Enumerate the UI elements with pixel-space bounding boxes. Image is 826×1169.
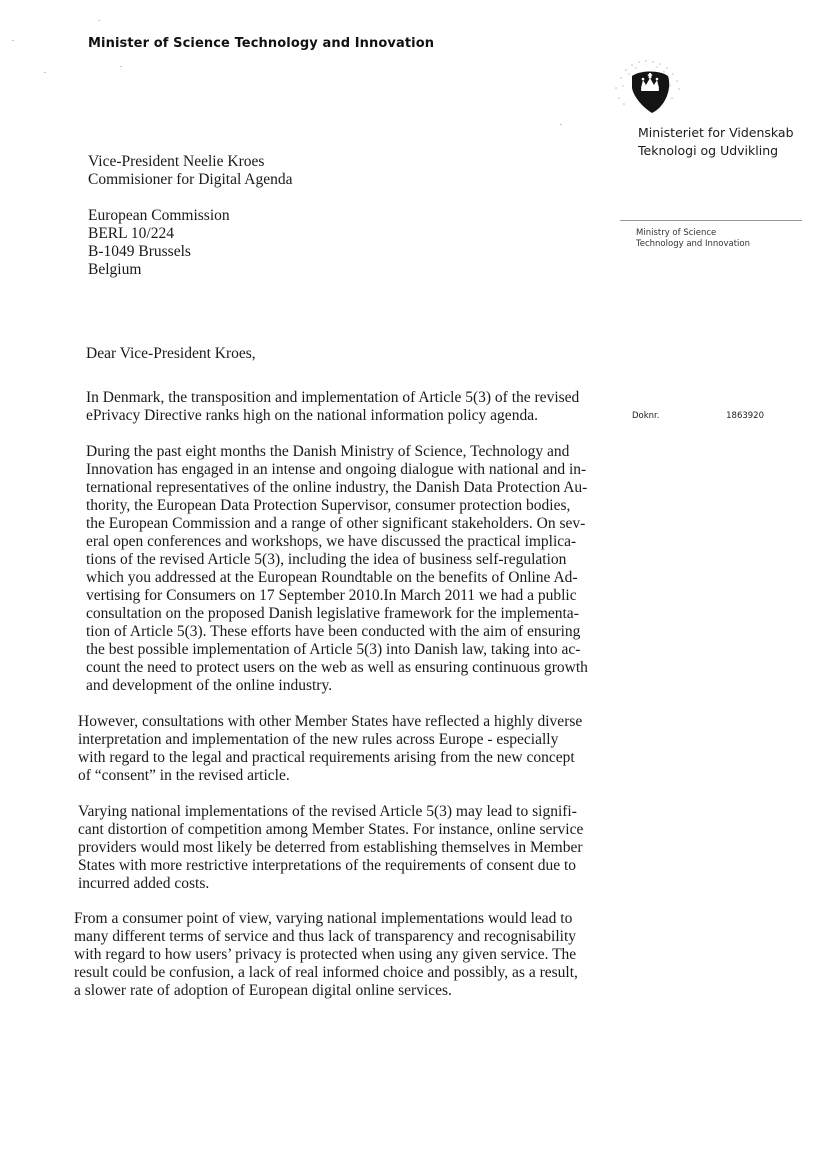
paragraph-line: However, consultations with other Member States have reflected a highly diverse [78, 713, 583, 730]
divider [620, 220, 802, 221]
paragraph-line: During the past eight months the Danish Ministry of Science, Technology and [86, 443, 570, 460]
letter-paragraph [86, 443, 588, 695]
ministry-name-line: Teknologi og Udvikling [638, 143, 779, 158]
paragraph-line: consultation on the proposed Danish legislative framework for the implementa- [86, 605, 579, 622]
ministry-name-english [636, 228, 750, 250]
ministry-name-line: Ministeriet for Videnskab [638, 125, 794, 140]
address-line: BERL 10/224 [88, 225, 174, 242]
paragraph-line: In Denmark, the transposition and implementation of Article 5(3) of the revised [86, 389, 580, 406]
paragraph-line: which you addressed at the European Roundtable on the benefits of Online Ad- [86, 569, 578, 586]
paragraph-line: of “consent” in the revised article. [78, 767, 290, 784]
ministry-header-title: Minister of Science Technology and Innovation [88, 36, 435, 51]
paragraph-line: many different terms of service and thus lack of transparency and recognisability [74, 928, 576, 945]
paragraph-line: count the need to protect users on the web as well as ensuring continuous growth [86, 659, 588, 676]
paragraph-line: vertising for Consumers on 17 September 2010.In March 2011 we had a public [86, 587, 577, 604]
paragraph-line: ternational representatives of the online industry, the Danish Data Protection Au- [86, 479, 588, 496]
ministry-english-line: Ministry of Science [636, 228, 717, 238]
document-number-value: 1863920 [726, 411, 764, 421]
scan-speck [120, 66, 122, 67]
paragraph-line: eral open conferences and workshops, we have discussed the practical implica- [86, 533, 577, 550]
paragraph-line: result could be confusion, a lack of real informed choice and possibly, as a result, [74, 964, 578, 981]
address-line: B-1049 Brussels [88, 243, 191, 260]
danish-crown-logo-icon [612, 58, 686, 116]
paragraph-line: and development of the online industry. [86, 677, 333, 694]
address-line: European Commission [88, 207, 230, 224]
paragraph-line: From a consumer point of view, varying national implementations would lead to [74, 910, 573, 927]
paragraph-line: cant distortion of competition among Member States. For instance, online service [78, 821, 584, 838]
paragraph-line: tions of the revised Article 5(3), including the idea of business self-regulation [86, 551, 567, 568]
letter-paragraph [78, 713, 582, 785]
scan-speck [560, 124, 562, 125]
recipient-line: Commisioner for Digital Agenda [88, 171, 293, 188]
scan-speck [44, 72, 46, 73]
paragraph-line: Varying national implementations of the revised Article 5(3) may lead to signifi- [78, 803, 577, 820]
scan-speck [98, 20, 100, 21]
paragraph-line: a slower rate of adoption of European digital online services. [74, 982, 452, 999]
paragraph-line: incurred added costs. [78, 875, 210, 892]
address-line: Belgium [88, 261, 142, 278]
recipient-line: Vice-President Neelie Kroes [88, 153, 265, 170]
document-number [632, 411, 764, 421]
document-number-label: Doknr. [632, 411, 660, 421]
paragraph-line: with regard to how users’ privacy is protected when using any given service. The [74, 946, 577, 963]
paragraph-line: thority, the European Data Protection Supervisor, consumer protection bodies, [86, 497, 571, 514]
paragraph-line: ePrivacy Directive ranks high on the national information policy agenda. [86, 407, 538, 424]
salutation: Dear Vice-President Kroes, [86, 345, 256, 362]
letter-paragraph [74, 910, 578, 1000]
paragraph-line: with regard to the legal and practical requirements arising from the new concept [78, 749, 575, 766]
letter-paragraph [78, 803, 583, 893]
address-block [88, 207, 230, 279]
ministry-name-danish [638, 124, 794, 160]
recipient-block [88, 153, 292, 189]
paragraph-line: providers would most likely be deterred from establishing themselves in Member [78, 839, 583, 856]
scan-speck [12, 40, 14, 41]
letter-paragraph [86, 389, 579, 425]
ministry-english-line: Technology and Innovation [636, 239, 751, 249]
paragraph-line: interpretation and implementation of the new rules across Europe - especially [78, 731, 559, 748]
paragraph-line: States with more restrictive interpretations of the requirements of consent due to [78, 857, 577, 874]
paragraph-line: Innovation has engaged in an intense and ongoing dialogue with national and in- [86, 461, 587, 478]
paragraph-line: the best possible implementation of Article 5(3) into Danish law, taking into ac- [86, 641, 581, 658]
paragraph-line: tion of Article 5(3). These efforts have been conducted with the aim of ensuring [86, 623, 581, 640]
paragraph-line: the European Commission and a range of other significant stakeholders. On sev- [86, 515, 586, 532]
